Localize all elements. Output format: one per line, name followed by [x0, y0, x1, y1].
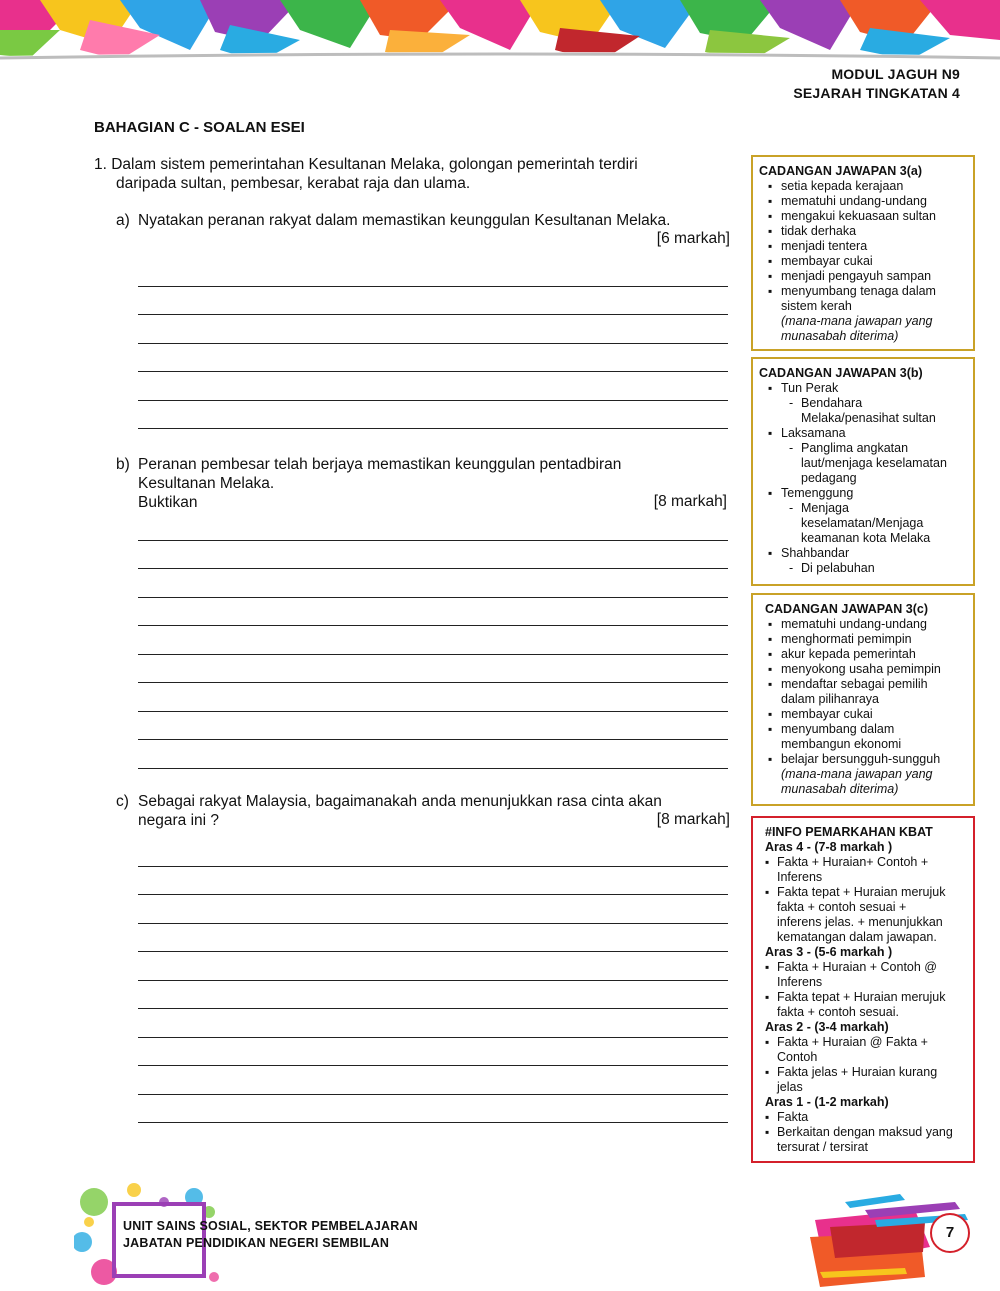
list-item-continuation: keamanan kota Melaka — [801, 531, 931, 545]
list-item-continuation: kematangan dalam jawapan. — [777, 930, 937, 944]
box-list — [759, 617, 965, 767]
list-item: ▪ menyumbang tenaga dalam — [759, 284, 965, 299]
list-item: ▪ Fakta tepat + Huraian merujuk — [765, 990, 965, 1005]
list-item-continuation: membangun ekonomi — [781, 737, 902, 751]
list-item: ▪ membayar cukai — [759, 707, 965, 722]
list-item: ▪ Fakta + Huraian @ Fakta + — [765, 1035, 965, 1050]
list-item: ▪ Fakta jelas + Huraian kurang — [765, 1065, 965, 1080]
box-title: #INFO PEMARKAHAN KBAT — [765, 825, 933, 839]
box-list — [759, 179, 965, 314]
answer-line[interactable] — [138, 541, 728, 570]
answer-line[interactable] — [138, 598, 728, 627]
list-item-continuation: keselamatan/Menjaga — [801, 516, 924, 530]
list-item: ▪ menghormati pemimpin — [759, 632, 965, 647]
list-item-continuation: Melaka/penasihat sultan — [801, 411, 936, 425]
sub-item: - Menjaga — [759, 501, 965, 516]
box-list — [759, 381, 965, 576]
question-b-line1: Peranan pembesar telah berjaya memastikan keunggulan pentadbiran — [138, 456, 622, 473]
answer-line[interactable] — [138, 952, 728, 981]
answer-line[interactable] — [138, 1009, 728, 1038]
section-title: BAHAGIAN C - SOALAN ESEI — [94, 119, 305, 136]
answer-line[interactable] — [138, 372, 728, 401]
answer-line[interactable] — [138, 895, 728, 924]
question-a-text: Nyatakan peranan rakyat dalam memastikan keunggulan Kesultanan Melaka. — [138, 212, 671, 229]
list-item-continuation: fakta + contoh sesuai + — [777, 900, 907, 914]
question-c-label: c) — [116, 793, 129, 810]
question-c-line1: Sebagai rakyat Malaysia, bagaimanakah anda menunjukkan rasa cinta akan — [138, 793, 662, 810]
list-item: ▪ akur kepada pemerintah — [759, 647, 965, 662]
level-heading: Aras 3 - (5-6 markah ) — [765, 945, 893, 959]
footer-text — [123, 1218, 418, 1252]
list-item: ▪ menjadi pengayuh sampan — [759, 269, 965, 284]
question-c-line2: negara ini ? — [138, 812, 220, 829]
answer-line[interactable] — [138, 315, 728, 344]
footer-line1: UNIT SAINS SOSIAL, SEKTOR PEMBELAJARAN — [123, 1219, 418, 1233]
list-item: ▪ mematuhi undang-undang — [759, 617, 965, 632]
question-intro-line2: daripada sultan, pembesar, kerabat raja dan ulama. — [116, 175, 471, 192]
level-heading: Aras 2 - (3-4 markah) — [765, 1020, 889, 1034]
question-b-label: b) — [116, 456, 130, 473]
list-item: ▪ mengakui kekuasaan sultan — [759, 209, 965, 224]
answer-box-3c — [751, 593, 975, 806]
list-item: ▪ Berkaitan dengan maksud yang — [765, 1125, 965, 1140]
answer-line[interactable] — [138, 1095, 728, 1124]
answer-box-3a — [751, 155, 975, 351]
answer-line[interactable] — [138, 683, 728, 712]
answer-line[interactable] — [138, 838, 728, 867]
list-item: ▪ tidak derhaka — [759, 224, 965, 239]
answer-lines-b[interactable] — [138, 512, 728, 769]
answer-line[interactable] — [138, 981, 728, 1010]
list-item: ▪ Shahbandar — [759, 546, 965, 561]
list-item: ▪ Temenggung — [759, 486, 965, 501]
list-item-continuation: pedagang — [801, 471, 857, 485]
answer-line[interactable] — [138, 740, 728, 769]
list-item: ▪ Fakta — [765, 1110, 965, 1125]
module-title: MODUL JAGUH N9 — [831, 66, 960, 82]
sub-item: - Panglima angkatan — [759, 441, 965, 456]
answer-line[interactable] — [138, 1066, 728, 1095]
box-list — [765, 840, 965, 1155]
list-item-continuation: tersurat / tersirat — [777, 1140, 868, 1154]
footer-line2: JABATAN PENDIDIKAN NEGERI SEMBILAN — [123, 1236, 390, 1250]
question-intro-line1: 1. Dalam sistem pemerintahan Kesultanan Melaka, golongan pemerintah terdiri — [94, 156, 638, 173]
answer-lines-a[interactable] — [138, 258, 728, 429]
list-item-continuation: jelas — [777, 1080, 803, 1094]
list-item: ▪ mematuhi undang-undang — [759, 194, 965, 209]
question-a-marks: [6 markah] — [656, 230, 730, 247]
answer-line[interactable] — [138, 569, 728, 598]
list-item: ▪ belajar bersungguh-sungguh — [759, 752, 965, 767]
list-item: ▪ Laksamana — [759, 426, 965, 441]
list-item: ▪ menyokong usaha pemimpin — [759, 662, 965, 677]
list-item: ▪ menjadi tentera — [759, 239, 965, 254]
subject-title: SEJARAH TINGKATAN 4 — [793, 85, 960, 101]
box-title: CADANGAN JAWAPAN 3(c) — [765, 602, 928, 616]
answer-line[interactable] — [138, 258, 728, 287]
answer-box-3b — [751, 357, 975, 586]
box-title: CADANGAN JAWAPAN 3(b) — [759, 366, 923, 380]
list-item-continuation: Inferens — [777, 870, 823, 884]
answer-line[interactable] — [138, 287, 728, 316]
question-b-line2: Kesultanan Melaka. — [138, 475, 275, 492]
list-item-continuation: fakta + contoh sesuai. — [777, 1005, 899, 1019]
list-item-continuation: Contoh — [777, 1050, 818, 1064]
list-item: ▪ Fakta tepat + Huraian merujuk — [765, 885, 965, 900]
answer-line[interactable] — [138, 344, 728, 373]
list-item: ▪ membayar cukai — [759, 254, 965, 269]
answer-line[interactable] — [138, 655, 728, 684]
answer-lines-c[interactable] — [138, 838, 728, 1123]
list-item: ▪ menyumbang dalam — [759, 722, 965, 737]
answer-line[interactable] — [138, 924, 728, 953]
box-note: munasabah diterima) — [781, 329, 899, 343]
kbat-info-box — [751, 816, 975, 1163]
list-item: ▪ setia kepada kerajaan — [759, 179, 965, 194]
question-b-marks: [8 markah] — [653, 493, 727, 510]
top-banner — [0, 0, 1000, 72]
answer-line[interactable] — [138, 512, 728, 541]
list-item: ▪ Fakta + Huraian+ Contoh + — [765, 855, 965, 870]
answer-line[interactable] — [138, 401, 728, 430]
box-title: CADANGAN JAWAPAN 3(a) — [759, 164, 922, 178]
box-note: (mana-mana jawapan yang — [781, 314, 933, 328]
list-item-continuation: laut/menjaga keselamatan — [801, 456, 947, 470]
sub-item: - Bendahara — [759, 396, 965, 411]
box-note: munasabah diterima) — [781, 782, 899, 796]
list-item: ▪ Fakta + Huraian + Contoh @ — [765, 960, 965, 975]
level-heading: Aras 1 - (1-2 markah) — [765, 1095, 889, 1109]
list-item: ▪ Tun Perak — [759, 381, 965, 396]
answer-line[interactable] — [138, 867, 728, 896]
question-b-line3: Buktikan — [138, 494, 198, 511]
list-item-continuation: sistem kerah — [781, 299, 852, 313]
sub-item: - Di pelabuhan — [759, 561, 965, 576]
list-item-continuation: dalam pilihanraya — [781, 692, 879, 706]
list-item-continuation: Inferens — [777, 975, 823, 989]
page-number: 7 — [930, 1213, 970, 1253]
box-note: (mana-mana jawapan yang — [781, 767, 933, 781]
answer-line[interactable] — [138, 1038, 728, 1067]
list-item: ▪ mendaftar sebagai pemilih — [759, 677, 965, 692]
level-heading: Aras 4 - (7-8 markah ) — [765, 840, 893, 854]
question-c-marks: [8 markah] — [656, 811, 730, 828]
answer-line[interactable] — [138, 712, 728, 741]
answer-line[interactable] — [138, 626, 728, 655]
question-a-label: a) — [116, 212, 130, 229]
list-item-continuation: inferens jelas. + menunjukkan — [777, 915, 943, 929]
